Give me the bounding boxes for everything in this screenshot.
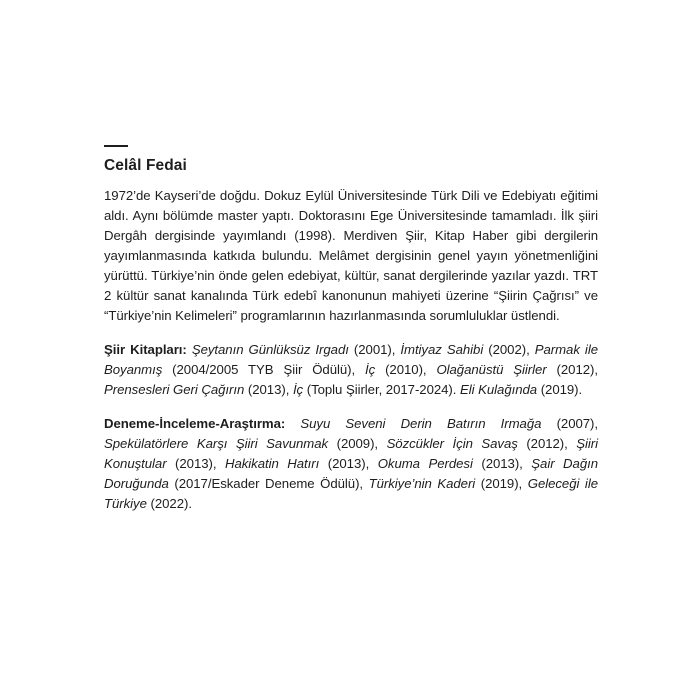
book-detail: (2004/2005 TYB Şiir Ödülü), bbox=[162, 362, 366, 377]
book-detail: (2013), bbox=[244, 382, 293, 397]
book-detail: (2019). bbox=[537, 382, 583, 397]
book-title: Şair Dağın Doruğunda bbox=[104, 456, 598, 491]
book-title: Eli Kulağında bbox=[460, 382, 538, 397]
book-title: Suyu Seveni Derin Batırın Irmağa bbox=[300, 416, 542, 431]
book-detail: (2013), bbox=[166, 456, 225, 471]
book-title: İç bbox=[292, 382, 304, 397]
book-detail: (2013), bbox=[472, 456, 532, 471]
book-detail: (Toplu Şiirler, 2017-2024). bbox=[303, 382, 460, 397]
author-bio-page bbox=[104, 145, 598, 514]
book-detail: (2022). bbox=[146, 496, 192, 511]
book-detail bbox=[285, 416, 300, 431]
author-name: Celâl Fedai bbox=[104, 157, 187, 174]
book-detail: (2012), bbox=[546, 362, 598, 377]
book-title: Spekülatörlere Karşı Şiiri Savunmak bbox=[104, 436, 329, 451]
book-detail: (2017/Eskader Deneme Ödülü), bbox=[168, 476, 369, 491]
decorative-rule bbox=[104, 145, 128, 147]
book-title: Türkiye’nin Kaderi bbox=[368, 476, 476, 491]
book-title: İmtiyaz Sahibi bbox=[400, 342, 484, 357]
book-title: Olağanüstü Şiirler bbox=[436, 362, 547, 377]
book-detail: (2002), bbox=[483, 342, 535, 357]
book-detail: (2013), bbox=[319, 456, 378, 471]
book-detail: (2010), bbox=[375, 362, 437, 377]
biography-paragraph: 1972’de Kayseri’de doğdu. Dokuz Eylül Üniversitesinde Türk Dili ve Edebiyatı eğitimi aldı. Aynı bölümde master yaptı. Doktorasını Ege Üniversitesinde tamamladı. İlk şiiri Dergâh dergisinde yayımlandı (1998). Merdiven Şiir, Kitap Haber gibi dergilerin yayımlanmasında katkıda bulundu. Melâmet dergisinin genel yayın yönetmenliğini yürüttü. Türkiye’nin önde gelen edebiyat, kültür, sanat dergilerinde yazılar yazdı. TRT 2 kültür sanat kanalında Türk edebî kanonunun mahiyeti üzerine “Şiirin Çağrısı” ve “Türkiye’nin Kelimeleri” programlarının hazırlanmasında sorumluluklar üstlendi. bbox=[104, 188, 598, 323]
book-title: Prensesleri Geri Çağırın bbox=[104, 382, 245, 397]
book-title: Şiiri Konuştular bbox=[104, 436, 599, 471]
essays-paragraph bbox=[104, 414, 598, 514]
essays-label: Deneme-İnceleme-Araştırma: bbox=[104, 416, 286, 431]
book-title: Sözcükler İçin Savaş bbox=[386, 436, 518, 451]
book-detail: (2012), bbox=[517, 436, 577, 451]
poetry-books-label: Şiir Kitapları: bbox=[104, 342, 187, 357]
book-detail: (2009), bbox=[328, 436, 387, 451]
book-title: Hakikatin Hatırı bbox=[225, 456, 320, 471]
book-detail: (2001), bbox=[348, 342, 401, 357]
book-detail: (2019), bbox=[475, 476, 528, 491]
book-detail: (2007), bbox=[541, 416, 598, 431]
book-title: İç bbox=[365, 362, 376, 377]
book-title: Okuma Perdesi bbox=[377, 456, 473, 471]
book-title: Geleceği ile Türkiye bbox=[104, 476, 598, 511]
book-title: Şeytanın Günlüksüz Irgadı bbox=[191, 342, 349, 357]
poetry-books-paragraph bbox=[104, 340, 598, 400]
book-title: Parmak ile Boyanmış bbox=[104, 342, 598, 377]
